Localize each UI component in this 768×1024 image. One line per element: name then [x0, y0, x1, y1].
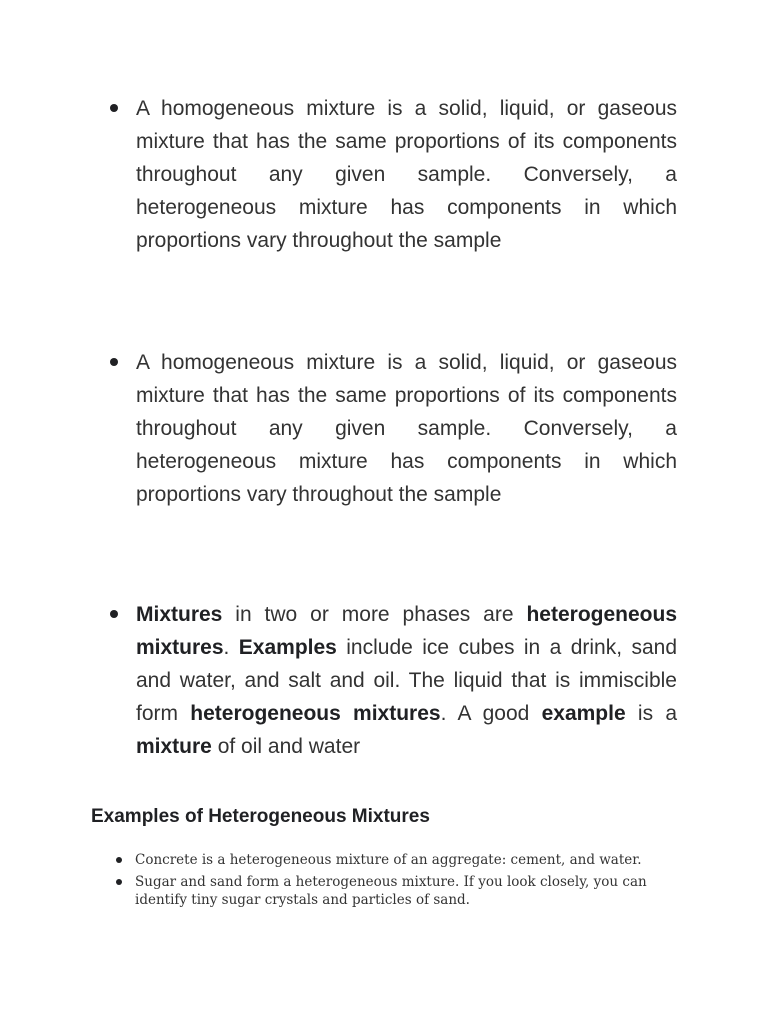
bold-term: heterogeneous mixtures: [190, 702, 441, 725]
list-item-text: Sugar and sand form a heterogeneous mixture. If you look closely, you can identify tiny sugar crystals and particles of sand.: [135, 874, 647, 908]
bullet-item: [110, 346, 677, 511]
text-run: in two or more phases are: [222, 603, 527, 626]
bullet-dot-icon: [110, 358, 118, 366]
bullet-dot-icon: [116, 879, 122, 885]
bullet-dot-icon: [110, 610, 118, 618]
text-run: . A good: [440, 702, 542, 725]
bold-term: Examples: [238, 636, 337, 659]
bullet-dot-icon: [116, 857, 122, 863]
bullet-text: [136, 598, 677, 763]
text-run: is a: [625, 702, 678, 725]
bullet-text: A homogeneous mixture is a solid, liquid, or gaseous mixture that has the same proportions of its components throughout any given sample. Conversely, a heterogeneous mixture has components in which proportions vary throughout the sample: [136, 97, 677, 252]
list-item: [110, 873, 680, 909]
examples-list: [110, 851, 680, 909]
bullet-item: [110, 598, 677, 763]
bold-term: heterogeneous mixtures: [136, 603, 677, 659]
bold-term: Mixtures: [136, 603, 223, 626]
bullet-item: [110, 92, 677, 257]
bold-term: example: [541, 702, 626, 725]
text-run: of oil and water: [211, 735, 361, 758]
bullet-text: A homogeneous mixture is a solid, liquid, or gaseous mixture that has the same proportions of its components throughout any given sample. Conversely, a heterogeneous mixture has components in which proportions vary throughout the sample: [136, 351, 677, 506]
list-item-text: Concrete is a heterogeneous mixture of an aggregate: cement, and water.: [135, 852, 642, 868]
bold-term: mixture: [136, 735, 212, 758]
text-run: .: [223, 636, 239, 659]
section-heading: Examples of Heterogeneous Mixtures: [91, 806, 430, 827]
bullet-dot-icon: [110, 104, 118, 112]
list-item: [110, 851, 680, 869]
text-run: include ice cubes in a drink, sand and water, and salt and oil. The liquid that is immiscible form: [136, 636, 678, 725]
